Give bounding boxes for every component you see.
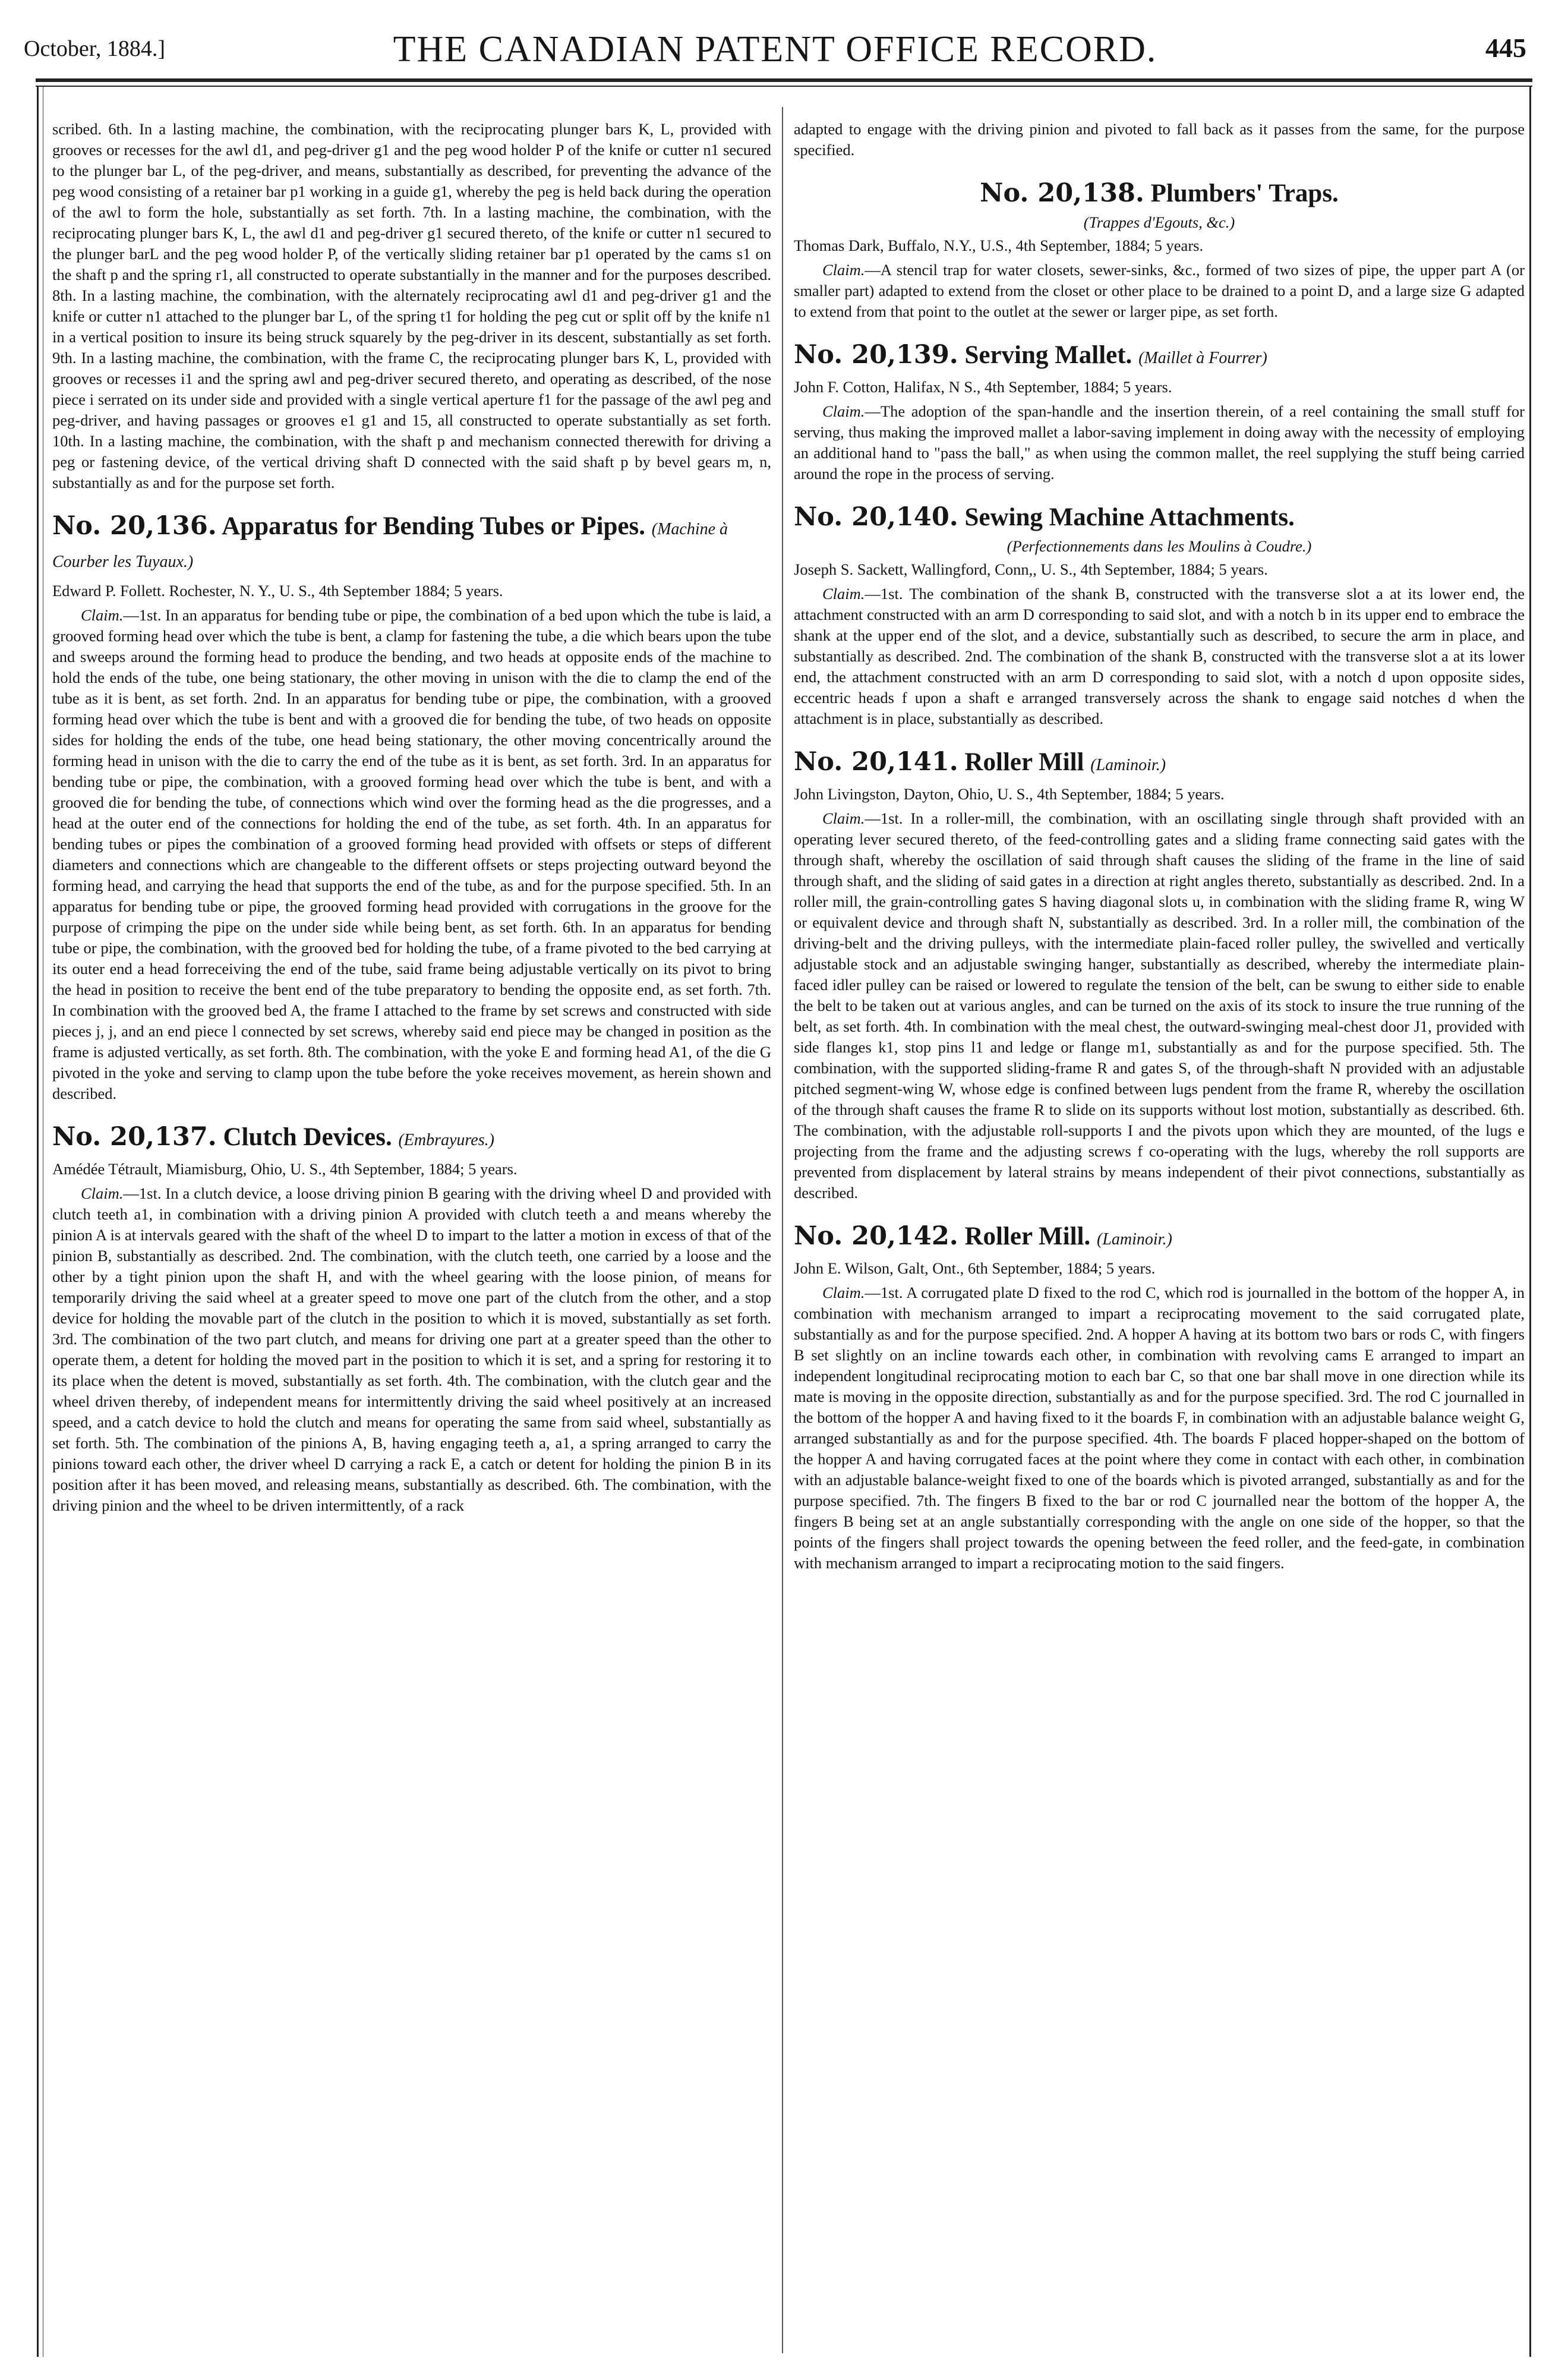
claim-label: Claim. <box>822 809 865 827</box>
header-rule-thick <box>36 78 1532 82</box>
patent-inventor: John Livingston, Dayton, Ohio, U. S., 4th September, 1884; 5 years. <box>794 785 1225 803</box>
continuation-text: adapted to engage with the driving pinion and pivoted to fall back as it passes from the same, for the purpose specified. <box>794 120 1525 159</box>
header-rule-thin <box>36 86 1532 87</box>
claim-label: Claim. <box>822 402 865 420</box>
header-title: THE CANADIAN PATENT OFFICE RECORD. <box>393 29 1157 70</box>
patent-entry-20140 <box>794 502 1525 729</box>
right-column <box>794 119 1525 1574</box>
patent-entry-20138 <box>794 178 1525 322</box>
patent-title: Apparatus for Bending Tubes or Pipes. <box>222 512 645 540</box>
entry-heading <box>794 747 1525 780</box>
patent-number: No. 20,139. <box>794 340 958 370</box>
patent-entry-20137 <box>52 1122 771 1516</box>
claim-text: —1st. In an apparatus for bending tube or pipe, the combination of a bed upon which the tube is laid, a grooved forming head over which the tube is bent, a clamp for fastening the tube, a die which bears upon the tube and sweeps around the forming head to produce the bending, and two heads at opposite ends of the machine to hold the ends of the tube, one being stationary, the other moving in unison with the die to clamp the end of the tube as it is bent, as set forth. 2nd. In an apparatus for bending tube or pipe, the combination, with a grooved forming head over which the tube is bent and with a grooved die for bending the tube, of two heads on opposite sides for holding the ends of the tube, one head being stationary, the other moving concentrically around the forming head in unison with the die to carry the end of the tube as it is bent, as set forth. 3rd. In an apparatus for bending tube or pipe, the combination, with a grooved forming head over which the tube is bent, and with a grooved die for bending the tube, of connections which wind over the forming head as the die progresses, and a head at the outer end of the connections for holding the end of the tube, as set forth. 4th. In an apparatus for bending tubes or pipes the combination of a grooved forming head provided with offsets or steps of different diameters and connections which are changeable to the different offsets or steps projecting outward beyond the forming head, and carrying the head that supports the end of the tube, as and for the purpose specified. 5th. In an apparatus for bending tube or pipe, the grooved forming head provided with corrugations in the groove for the purpose of crimping the pipe on the under side while being bent, as set forth. 6th. In an apparatus for bending tube or pipe, the combination, with the grooved bed for holding the tube, of a frame pivoted to the bed carrying at its outer end a head forreceiving the end of the tube, said frame being adjustable vertically on its pivot to bring the head in position to receive the bent end of the tube preparatory to bending the opposite end, as set forth. 7th. In combination with the grooved bed A, the frame I attached to the frame by set screws and constructed with side pieces j, j, and an end piece l connected by set screws, whereby said end piece may be changed in position as the frame is adjusted vertically, as set forth. 8th. The combination, with the yoke E and forming head A1, of the die G pivoted in the yoke and serving to clamp upon the tube before the yoke receives movement, as herein shown and described. <box>52 606 771 1102</box>
patent-entry-20139 <box>794 340 1525 484</box>
patent-french-title: (Laminoir.) <box>1097 1230 1172 1249</box>
patent-inventor: Joseph S. Sackett, Wallingford, Conn,, U. S., 4th September, 1884; 5 years. <box>794 560 1268 578</box>
patent-inventor: Edward P. Follett. Rochester, N. Y., U. S., 4th September 1884; 5 years. <box>52 582 503 600</box>
patent-french-title: (Embrayures.) <box>398 1131 494 1149</box>
claim-text: —1st. In a clutch device, a loose driving pinion B gearing with the driving wheel D and provided with clutch teeth a1, in combination with a driving pinion A provided with clutch teeth a and means whereby the pinion A is at intervals geared with the shaft of the wheel D to impart to the latter a motion in excess of that of the pinion B, substantially as described. 2nd. The combination, with the clutch teeth, one carried by a loose and the other by a tight pinion upon the shaft H, and with the wheel gearing with the loose pinion, of means for temporarily driving the said wheel at a greater speed to move one part of the clutch from the other, and a stop device for holding the movable part of the clutch in the position to which it is moved, substantially as set forth. 3rd. The combination of the two part clutch, and means for driving one part at a greater speed than the other to operate them, a detent for holding the moved part in the position to which it is set, and a spring for restoring it to its place when the detent is moved, substantially as set forth. 4th. The combination, with the clutch gear and the wheel driven thereby, of independent means for intermittently driving the said wheel positively at an increased speed, and a catch device to hold the clutch and means for operating the same from said wheel, substantially as set forth. 5th. The combination of the pinions A, B, having engaging teeth a, a1, a spring arranged to carry the pinions toward each other, the driver wheel D carrying a rack E, a catch or detent for holding the pinion B in its position after it has been moved, and releasing means, substantially as described. 6th. The combination, with the driving pinion and the wheel to be driven intermittently, of a rack <box>52 1184 771 1514</box>
claim-text: —The adoption of the span-handle and the insertion therein, of a reel containing the small stuff for serving, thus making the improved mallet a labor-saving implement in doing away with the necessity of employing an additional hand to "pass the ball," as when using the common mallet, the reel supplying the stuff being carried around the rope in the process of serving. <box>794 402 1525 483</box>
patent-number: No. 20,138. <box>980 178 1144 208</box>
frame-right-border <box>1529 87 1531 2357</box>
patent-french-title: (Perfectionnements dans les Moulins à Coudre.) <box>1007 537 1312 555</box>
patent-title: Sewing Machine Attachments. <box>964 503 1295 531</box>
frame-left-border <box>37 87 39 2357</box>
claim-label: Claim. <box>822 585 865 603</box>
patent-inventor: Amédée Tétrault, Miamisburg, Ohio, U. S., 4th September, 1884; 5 years. <box>52 1160 518 1178</box>
entry-heading <box>52 1122 771 1155</box>
entry-heading <box>794 502 1525 532</box>
claim-label: Claim. <box>822 1284 865 1301</box>
page-header <box>24 8 1526 80</box>
entry-heading <box>794 178 1525 209</box>
patent-french-title: (Trappes d'Egouts, &c.) <box>1083 213 1235 231</box>
claim-label: Claim. <box>81 606 124 624</box>
claim-text: —1st. A corrugated plate D fixed to the rod C, which rod is journalled in the bottom of the hopper A, in combination with mechanism arranged to impart a reciprocating movement to the said corrugated plate, substantially as and for the purpose specified. 2nd. A hopper A having at its bottom two bars or rods C, with fingers B set slightly on an incline towards each other, in combination with revolving cams E arranged to impart an independent longitudinal reciprocating motion to each bar C, so that one bar shall move in one direction while its mate is moving in the opposite direction, substantially as and for the purpose specified. 3rd. The rod C journalled in the bottom of the hopper A and having fixed to it the boards F, in combination with an adjustable balance weight G, arranged substantially as and for the purpose specified. 4th. The boards F placed hopper-shaped on the bottom of the hopper A and having corrugated faces at the point where they come in contact with each other, in combination with an adjustable balance-weight fixed to one of the boards which is pivoted arranged, substantially as and for the purpose specified. 7th. The fingers B fixed to the bar or rod C journalled near the bottom of the hopper A, the fingers B being set at an angle substantially corresponding with the angle on one side of the hopper, so that the points of the fingers shall project towards the opening between the feed roller, and the feed-gate, in combination with mechanism arranged to impart a reciprocating motion to the said fingers. <box>794 1284 1525 1572</box>
patent-claim <box>794 1282 1525 1574</box>
patent-claim <box>52 605 771 1104</box>
claim-label: Claim. <box>81 1184 124 1202</box>
patent-title: Plumbers' Traps. <box>1150 179 1339 207</box>
patent-title: Serving Mallet. <box>964 341 1132 369</box>
claim-text: —1st. The combination of the shank B, constructed with the transverse slot a at its lower end, the attachment constructed with an arm D corresponding to said slot, and with a notch b in its upper end to embrace the shank at the upper end of the slot, and a device, substantially such as described, to secure the arm in place, and substantially as described. 2nd. The combination of the shank B, constructed with the transverse slot a at its lower end, the attachment constructed with an arm D corresponding to said slot, with a notch d upon opposite sides, eccentric heads f upon a shaft e arranged transversely across the shank to engage said notches d when the attachment is in place, substantially as described. <box>794 585 1525 727</box>
patent-entry-20136 <box>52 511 771 1104</box>
patent-number: No. 20,136. <box>52 511 217 541</box>
patent-number: No. 20,140. <box>794 502 958 532</box>
page-number: 445 <box>1485 33 1526 63</box>
patent-claim <box>794 401 1525 484</box>
patent-claim <box>794 260 1525 322</box>
patent-claim <box>794 584 1525 729</box>
patent-title: Roller Mill. <box>964 1222 1091 1250</box>
left-column <box>52 119 771 1516</box>
column-divider <box>782 107 783 2353</box>
patent-title: Clutch Devices. <box>223 1123 392 1151</box>
entry-heading <box>52 511 771 577</box>
patent-french-title: (Laminoir.) <box>1090 756 1166 774</box>
entry-heading <box>794 340 1525 373</box>
patent-french-title: (Machine à Courber les Tuyaux.) <box>52 520 728 571</box>
patent-claim <box>52 1183 771 1516</box>
patent-inventor: John F. Cotton, Halifax, N S., 4th September, 1884; 5 years. <box>794 378 1172 396</box>
entry-heading <box>794 1221 1525 1255</box>
patent-inventor: John E. Wilson, Galt, Ont., 6th September, 1884; 5 years. <box>794 1259 1156 1277</box>
continuation-text: scribed. 6th. In a lasting machine, the combination, with the reciprocating plunger bars K, L, provided with grooves or recesses for the awl d1, and peg-driver g1 and the peg wood holder P of the knife or cutter n1 secured to the plunger bar L, of the peg-driver, and means, substantially as described, for preventing the advance of the peg wood consisting of a retainer bar p1 working in a guide g1, whereby the peg is held back during the operation of the awl to form the hole, substantially as set forth. 7th. In a lasting machine, the combination, with the reciprocating plunger bars K, L, the awl d1 and peg-driver g1 secured thereto, of the knife or cutter n1 secured to the plunger barL and the peg wood holder P, of the vertically sliding retainer bar p1 operated by the cams s1 on the shaft p and the spring r1, all constructed to operate substantially in the manner and for the purposes described. 8th. In a lasting machine, the combination, with the alternately reciprocating awl d1 and peg-driver g1 and the knife or cutter n1 attached to the plunger bar L, of the spring t1 for holding the peg cut or split off by the knife n1 in a vertical position to insure its being struck squarely by the peg-driver in its descent, substantially as set forth. 9th. In a lasting machine, the combination, with the frame C, the reciprocating plunger bars K, L, provided with grooves or recesses i1 and the spring awl and peg-driver secured thereto, and operating as described, of the nose piece i serrated on its under side and provided with a single vertical aperture f1 for the passage of the awl peg and peg-driver, and having passages or grooves e1 g1 and 15, all constructed to operate substantially as set forth. 10th. In a lasting machine, the combination, with the shaft p and mechanism connected therewith for driving a peg or fastening device, of the vertical driving shaft D connected with the said shaft p by bevel gears m, n, substantially as and for the purpose set forth. <box>52 120 771 491</box>
claim-label: Claim. <box>822 261 865 279</box>
patent-claim <box>794 808 1525 1203</box>
patent-number: No. 20,137. <box>52 1122 217 1152</box>
patent-entry-20141 <box>794 747 1525 1203</box>
patent-entry-20142 <box>794 1221 1525 1574</box>
patent-number: No. 20,141. <box>794 747 958 777</box>
patent-title: Roller Mill <box>964 748 1084 776</box>
patent-number: No. 20,142. <box>794 1221 958 1251</box>
claim-text: —1st. In a roller-mill, the combination, with an oscillating single through shaft provided with an operating lever secured thereto, of the feed-controlling gates and a sliding frame connecting said gates with the through shaft, whereby the oscillation of said through shaft causes the sliding of the frame in the line of said through shaft, and the sliding of said gates in a direction at right angles thereto, substantially as described. 2nd. In a roller mill, the grain-controlling gates S having diagonal slots u, in combination with the sliding frame R, wing W or equivalent device and through shaft N, substantially as described. 3rd. In a roller mill, the combination of the driving-belt and the driving pulleys, with the intermediate plain-faced roller pulley, the swivelled and vertically adjustable stock and an adjustable swinging hanger, substantially as described, whereby the intermediate plain-faced idler pulley can be raised or lowered to regulate the tension of the belt, can be swung to either side to enable the belt to be taken out at various angles, and can be turned on the axis of its stock to insure the true running of the belt, as set forth. 4th. In combination with the meal chest, the outward-swinging meal-chest door J1, provided with side flanges k1, stop pins l1 and ledge or flange m1, substantially as and for the purpose specified. 5th. The combination, with the supported sliding-frame R and gates S, of the through-shaft N provided with an adjustable pitched segment-wing W, whose edge is confined between lugs pendent from the frame R, whereby the oscillation of the through shaft causes the frame R to slide on its supports without lost motion, substantially as described. 6th. The combination, with the adjustable roll-supports I and the pivots upon which they are mounted, of the lugs e projecting from the frame and the adjusting screws f co-operating with the lugs, whereby the roll supports are prevented from displacement by lateral strains by means independent of their pivot connections, substantially as described. <box>794 809 1525 1202</box>
claim-text: —A stencil trap for water closets, sewer-sinks, &c., formed of two sizes of pipe, the upper part A (or smaller part) adapted to extend from the closet or other place to be drained to a point D, and a large size G adapted to extend from that point to the outlet at the sewer or larger pipe, as set forth. <box>794 261 1525 320</box>
header-date: October, 1884.] <box>24 36 166 61</box>
patent-inventor: Thomas Dark, Buffalo, N.Y., U.S., 4th September, 1884; 5 years. <box>794 237 1204 254</box>
patent-french-title: (Maillet à Fourrer) <box>1138 349 1267 367</box>
